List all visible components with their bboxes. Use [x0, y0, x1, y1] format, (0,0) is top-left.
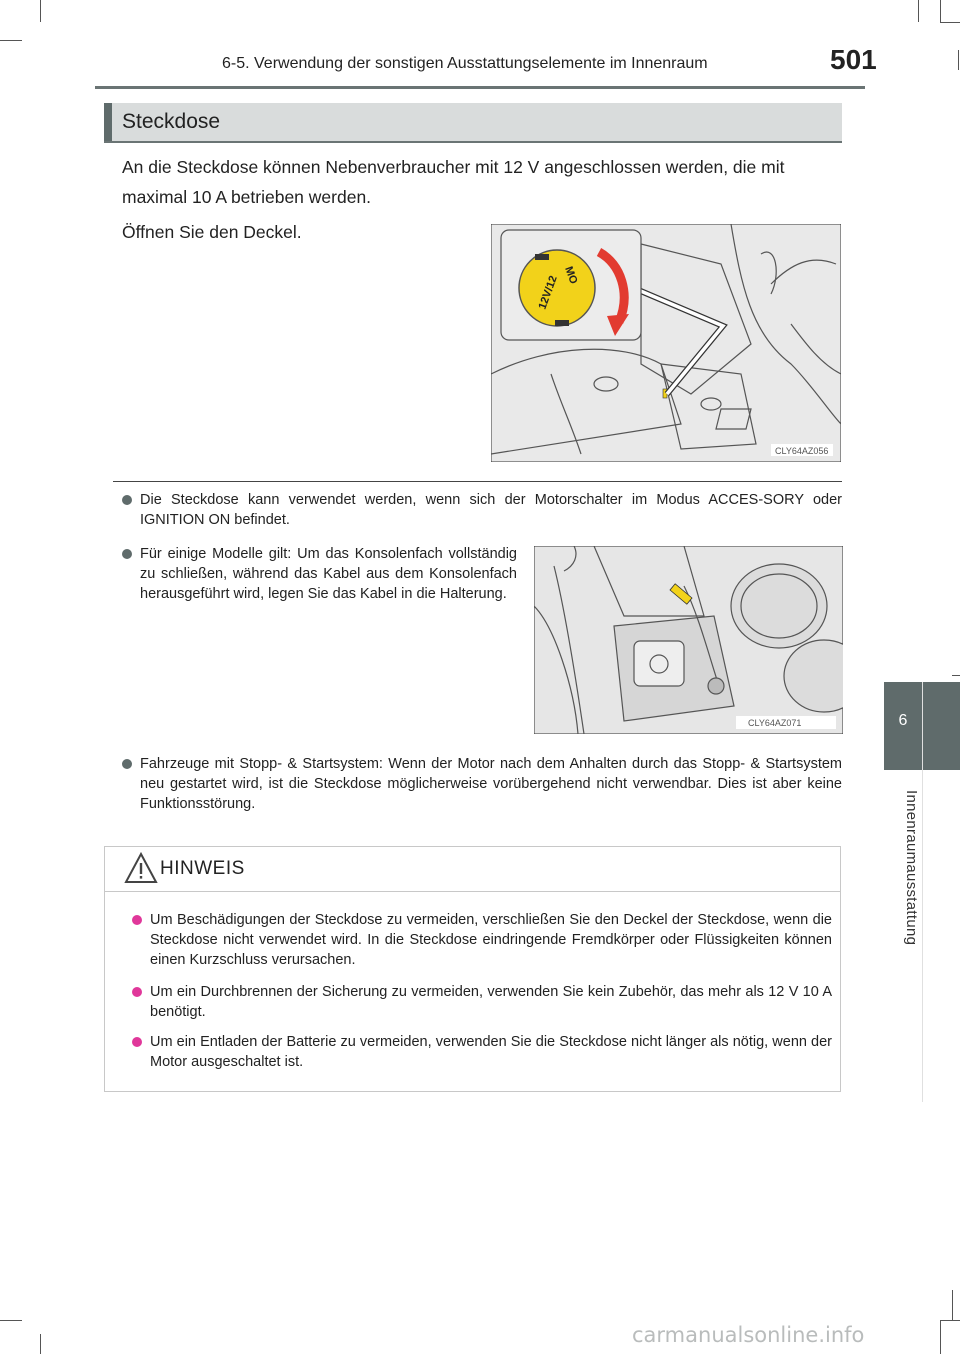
section-header-accent — [104, 103, 112, 141]
chapter-label: Innenraumausstattung — [903, 790, 920, 946]
cap-label-2: MO — [562, 264, 580, 286]
side-divider — [922, 682, 923, 1102]
bullet-icon — [122, 495, 132, 505]
bullet-icon — [122, 549, 132, 559]
chapter-number: 6 — [898, 712, 908, 729]
section-title: Steckdose — [122, 110, 221, 133]
divider-rule — [113, 481, 842, 482]
hinweis-header-rule — [104, 891, 841, 892]
crop-mark — [0, 40, 22, 41]
outlet-cover-illustration — [491, 224, 841, 462]
note-item — [122, 490, 842, 530]
crop-mark — [958, 50, 959, 70]
bullet-icon — [132, 1037, 142, 1047]
crop-mark — [940, 1320, 960, 1321]
chapter-title: 6-5. Verwendung der sonstigen Ausstattungselemente im Innenraum — [222, 55, 708, 72]
hinweis-title: HINWEIS — [160, 858, 245, 879]
figure-code: CLY64AZ071 — [748, 718, 802, 728]
note-item — [122, 544, 517, 604]
crop-mark — [940, 1320, 941, 1354]
section-rule — [104, 141, 842, 143]
hinweis-item — [132, 1032, 832, 1072]
crop-mark — [952, 1290, 953, 1320]
crop-mark — [40, 0, 41, 22]
crop-mark — [952, 675, 960, 676]
crop-mark — [918, 0, 919, 22]
bullet-icon — [122, 759, 132, 769]
crop-mark — [940, 0, 941, 22]
warning-icon — [124, 852, 158, 884]
cable-holder-illustration — [534, 546, 843, 734]
cap-label-1: 12V/12 — [536, 274, 560, 312]
bullet-icon — [132, 915, 142, 925]
crop-mark — [940, 22, 960, 23]
bullet-icon — [132, 987, 142, 997]
instruction-step: Öffnen Sie den Deckel. — [122, 222, 302, 242]
header-rule — [95, 86, 865, 89]
hinweis-item — [132, 982, 832, 1022]
note-item — [122, 754, 842, 814]
note-text: Für einige Modelle gilt: Um das Konsolenfach vollständig zu schließen, während das Kabel aus dem Konsolenfach herausgeführt wird, legen Sie das Kabel in die Halterung. — [140, 546, 517, 602]
crop-mark — [0, 1320, 22, 1321]
figure-code: CLY64AZ056 — [775, 446, 829, 456]
note-text: Fahrzeuge mit Stopp- & Startsystem: Wenn der Motor nach dem Anhalten durch das Stopp- & Startsystem neu gestartet wird, ist die Steckdose möglicherweise vorübergehend nicht verwendbar. Dies ist aber keine Funktionsstörung. — [140, 756, 842, 812]
hinweis-text: Um Beschädigungen der Steckdose zu vermeiden, verschließen Sie den Deckel der Steckdose, wenn die Steckdose nicht verwendet wird. In die Steckdose eindringende Fremdkörper oder Flüssigkeiten können einen Kurzschluss verursachen. — [150, 912, 832, 968]
section-intro: An die Steckdose können Nebenverbraucher mit 12 V angeschlossen werden, die mit maximal 10 A betrieben werden. — [122, 157, 785, 207]
watermark: carmanualsonline.info — [632, 1323, 865, 1347]
hinweis-text: Um ein Entladen der Batterie zu vermeiden, verwenden Sie die Steckdose nicht länger als nötig, wenn der Motor ausgeschaltet ist. — [150, 1034, 832, 1070]
hinweis-item — [132, 910, 832, 970]
page-number: 501 — [830, 44, 877, 75]
hinweis-text: Um ein Durchbrennen der Sicherung zu vermeiden, verwenden Sie kein Zubehör, das mehr als 12 V 10 A benötigt. — [150, 984, 832, 1020]
note-text: Die Steckdose kann verwendet werden, wenn sich der Motorschalter im Modus ACCES-SORY oder IGNITION ON befindet. — [140, 492, 842, 528]
crop-mark — [40, 1334, 41, 1354]
